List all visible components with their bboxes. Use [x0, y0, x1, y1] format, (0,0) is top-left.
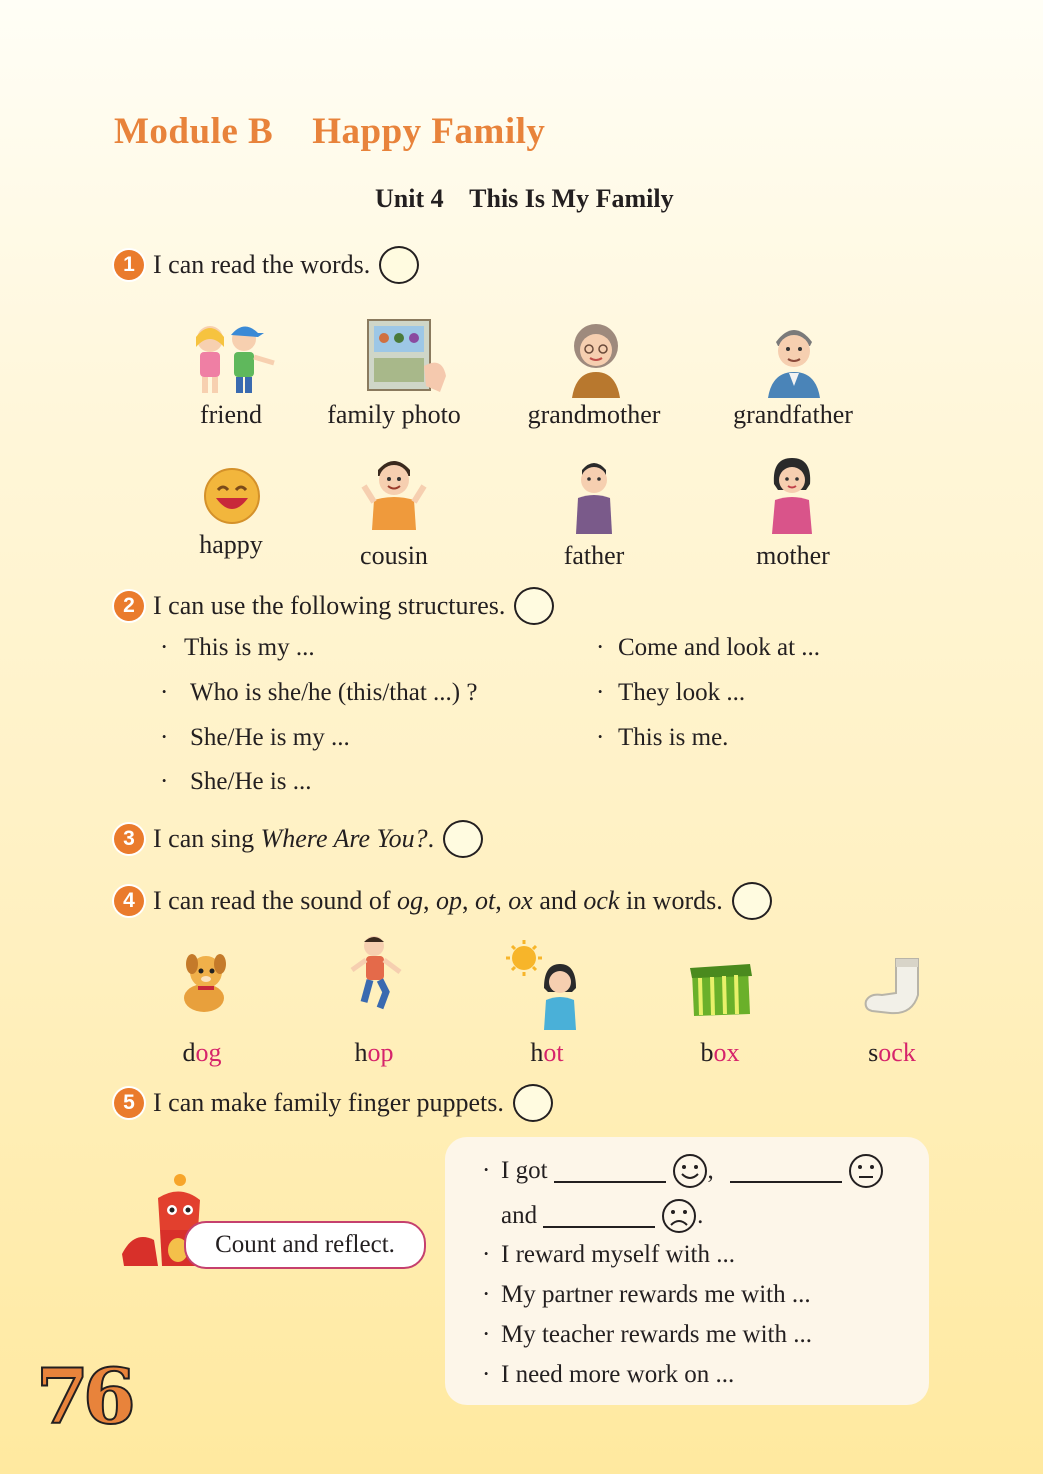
structure-item: · She/He is my ... [160, 724, 350, 751]
grandmother-icon [546, 318, 646, 398]
blank-line[interactable] [730, 1159, 842, 1183]
song-title: Where Are You? [260, 824, 428, 853]
item-number-badge: 1 [114, 250, 144, 280]
blank-line[interactable] [554, 1159, 666, 1183]
sound-word-hot: hot [530, 1038, 564, 1067]
word-friend: friend [199, 400, 263, 429]
self-check-circle[interactable] [514, 587, 554, 625]
sound-word-sock: sock [868, 1038, 916, 1067]
dog-icon [168, 948, 238, 1018]
reflect-line: · I need more work on ... [482, 1361, 735, 1388]
page-number: 76 [36, 1352, 130, 1441]
blank-line[interactable] [543, 1204, 655, 1228]
neutral-face-icon [848, 1153, 884, 1189]
smile-face-icon [672, 1153, 708, 1189]
sad-face-icon [661, 1198, 697, 1234]
structure-item: · She/He is ... [160, 768, 312, 795]
hot-girl-sun-icon [504, 938, 594, 1030]
cousin-icon [344, 450, 444, 530]
item-number-badge: 4 [114, 886, 144, 916]
item-use-structures [114, 587, 554, 625]
structure-item: · Who is she/he (this/that ...) ? [160, 679, 478, 706]
module-title: Module B Happy Family [114, 111, 546, 152]
item-text: I can read the sound of [153, 886, 398, 915]
word-grandfather: grandfather [733, 400, 853, 429]
reflect-line: · I reward myself with ... [482, 1241, 735, 1268]
grandfather-icon [744, 318, 844, 398]
item-text: I can sing [153, 824, 261, 853]
sound-word-box: box [700, 1038, 740, 1067]
word-father: father [563, 541, 625, 570]
item-finger-puppets [114, 1084, 553, 1122]
friends-icon [182, 317, 282, 397]
word-family-photo: family photo [327, 400, 461, 429]
unit-title: Unit 4 This Is My Family [375, 184, 674, 213]
mother-icon [742, 454, 842, 534]
father-icon [544, 454, 644, 534]
item-text: I can make family finger puppets. [153, 1088, 504, 1117]
item-number-badge: 5 [114, 1088, 144, 1118]
reflect-and-line: and . [501, 1198, 703, 1234]
reflect-got-line: · I got , [482, 1153, 884, 1189]
structure-item: · Come and look at ... [596, 634, 821, 661]
self-check-circle[interactable] [379, 246, 419, 284]
word-happy: happy [199, 530, 263, 559]
count-and-reflect-label: Count and reflect. [184, 1221, 426, 1269]
item-read-sounds: 4 I can read the sound of og , op , ot , ox and ock in words. [114, 882, 772, 920]
item-text: I can read the words. [153, 250, 371, 279]
reflect-line: · My teacher rewards me with ... [482, 1321, 812, 1348]
item-number-badge: 2 [114, 591, 144, 621]
item-number-badge: 3 [114, 824, 144, 854]
sound-word-hop: hop [354, 1038, 394, 1067]
word-grandmother: grandmother [527, 400, 661, 429]
word-mother: mother [756, 541, 830, 570]
item-text: I can use the following structures. [153, 591, 506, 620]
item-read-words [114, 246, 419, 284]
reflect-line: · My partner rewards me with ... [482, 1281, 811, 1308]
self-check-circle[interactable] [513, 1084, 553, 1122]
sock-icon [862, 955, 922, 1019]
structure-item: · This is me. [596, 724, 729, 751]
hop-boy-icon [340, 932, 410, 1022]
box-icon [688, 958, 754, 1018]
sound-word-dog: dog [182, 1038, 222, 1067]
self-check-circle[interactable] [732, 882, 772, 920]
self-check-circle[interactable] [443, 820, 483, 858]
structure-item: · This is my ... [160, 634, 315, 661]
word-cousin: cousin [360, 541, 428, 570]
item-sing-song: 3 I can sing Where Are You? . [114, 820, 483, 858]
structure-item: · They look ... [596, 679, 746, 706]
family-photo-icon [362, 316, 462, 396]
happy-face-icon [202, 466, 262, 526]
